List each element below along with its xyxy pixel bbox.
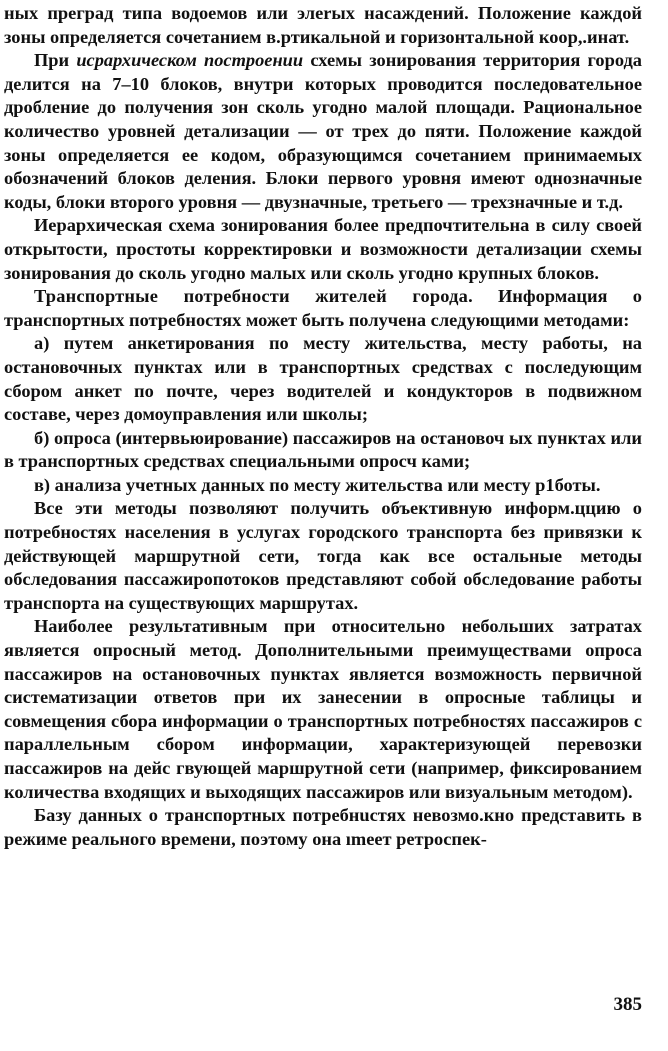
list-item-a: а) путем анкетирования по месту жительства, месту работы, на остановочных пунктах или в транспортных средствах с последующим сбором анкет по почте, через водителей и кондукторов в подвижном составе, через домоуправления или школы; (4, 333, 642, 425)
paragraph-text-rest: схемы зонирования территория города делится на 7–10 блоков, внутри которых проводится последовательное дробление до получения зон сколь угодно малой площади. Рациональное количество уровней детализации — от трех до пяти. Положение каждой зоны определяется ее кодом, образующимся сочетанием принимаемых обозначений блоков деления. Блоки первого уровня имеют однозначные коды, блоки второго уровня — двузначные, третьего — трехзначные и т.д. (4, 50, 642, 212)
emphasis-term: исрархическом построении (76, 50, 304, 71)
paragraph-transport-needs (4, 285, 642, 332)
paragraph-hierarchical-scheme (4, 49, 642, 214)
paragraph-text-rest: . Информация о транспортных потребностях может быть получена следующими методами: (4, 286, 642, 330)
paragraph-database: Базу данных о транспортных потребнuстях невозмо.кно представить в режиме реального времени, поэтому она ımeeт ретроспек- (4, 805, 642, 849)
list-item-c: в) анализа учетных данных по месту жительства или месту р1боты. (34, 474, 601, 495)
paragraph-continuation: ных преград типа водоемов или элеrых насаждений. Положение каждой зоны определяется сочетанием в.ртикальной и горизонтальной коор,.инат. (4, 3, 642, 47)
page-number: 385 (613, 994, 642, 1015)
paragraph-survey-method: Наиболее результативным при относительно небольших затратах является опросный метод. Дополнительными преимуществами опроса пассажиров на остановочных пунктах является возможность первичной систематизации ответов при их занесении в опросные таблицы и совмещения сбора информации о транспортных потребностях пассажиров с параллельным сбором информации, характеризующей перевозки пассажиров на дейс гвующей маршрутной сети (например, фиксированием количества входящих и выходящих пассажиров или визуальным методом). (4, 616, 642, 802)
paragraph-hierarchical-advantages: Иерархическая схема зонирования более предпочтительна в силу своей открытости, простоты корректировки и возможности детализации схемы зонирования до сколь угодно малых или сколь угодно крупных блоков. (4, 215, 642, 283)
list-item-b: б) опроса (интервьюирование) пассажиров на остановоч ых пунктах или в транспортных средствах специальными опросч ками; (4, 427, 642, 472)
paragraph-methods-summary: Все эти методы позволяют получить объективную информ.ццию о потребностях населения в услугах городского транспорта без привязки к действующей маршрутной сети, тогда как все остальные методы обследования пассажиропотоков представляют собой обследование работы транспорта на существующих маршрутах. (4, 498, 642, 613)
paragraph-text-start: При (34, 50, 77, 71)
section-heading: Транспортные потребности жителей города (34, 286, 469, 307)
